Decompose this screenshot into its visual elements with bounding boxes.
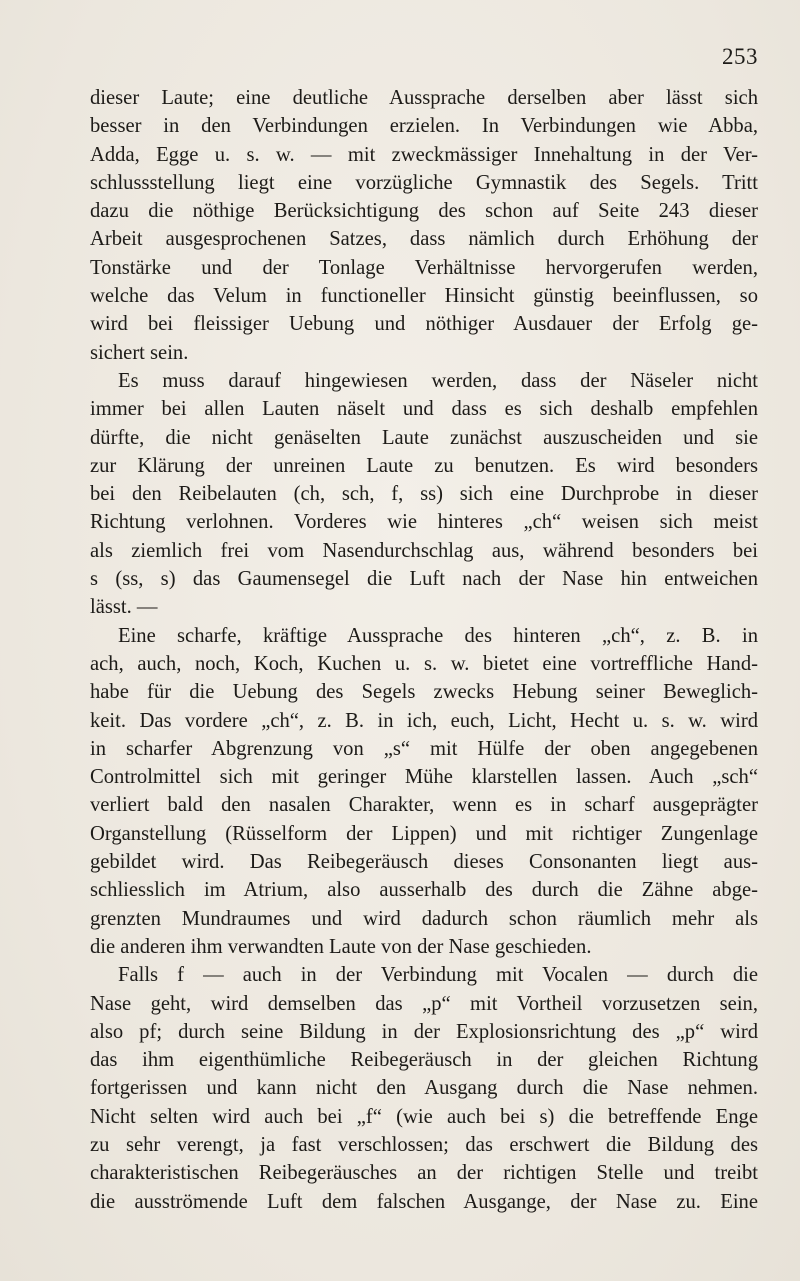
text-line: ach, auch, noch, Koch, Kuchen u. s. w. bietet eine vortreffliche Hand- (90, 652, 758, 675)
text-line: als ziemlich frei vom Nasendurchschlag aus, während besonders bei (90, 539, 758, 562)
text-line: bei den Reibelauten (ch, sch, f, ss) sich eine Durchprobe in dieser (90, 483, 758, 506)
text-line: Arbeit ausgesprochenen Satzes, dass nämlich durch Erhöhung der (90, 228, 758, 251)
text-line: Richtung verlohnen. Vorderes wie hinteres „ch“ weisen sich meist (90, 511, 758, 534)
text-line: die ausströmende Luft dem falschen Ausgange, der Nase zu. Eine (90, 1190, 758, 1213)
text-line: zur Klärung der unreinen Laute zu benutzen. Es wird besonders (90, 454, 758, 477)
text-line: fortgerissen und kann nicht den Ausgang durch die Nase nehmen. (90, 1077, 758, 1100)
text-line: dieser Laute; eine deutliche Aussprache derselben aber lässt sich (90, 87, 758, 109)
paragraph-2 (90, 367, 758, 622)
body-text (90, 84, 758, 1216)
text-line: dürfte, die nicht genäselten Laute zunächst auszuscheiden und sie (90, 426, 758, 449)
text-line: Es muss darauf hingewiesen werden, dass der Näseler nicht (118, 369, 758, 392)
text-line: charakteristischen Reibegeräusches an der richtigen Stelle und treibt (90, 1162, 758, 1185)
paragraph-1 (90, 84, 758, 367)
paragraph-3 (90, 622, 758, 962)
text-line: grenzten Mundraumes und wird dadurch schon räumlich mehr als (90, 907, 758, 930)
text-line: die anderen ihm verwandten Laute von der Nase geschieden. (90, 935, 592, 958)
text-line: schlussstellung liegt eine vorzügliche Gymnastik des Segels. Tritt (90, 171, 758, 194)
text-line: also pf; durch seine Bildung in der Explosionsrichtung des „p“ wird (90, 1020, 758, 1043)
text-line: besser in den Verbindungen erzielen. In Verbindungen wie Abba, (90, 115, 758, 138)
text-line: keit. Das vordere „ch“, z. B. in ich, euch, Licht, Hecht u. s. w. wird (90, 709, 758, 732)
text-line: Eine scharfe, kräftige Aussprache des hinteren „ch“, z. B. in (118, 624, 758, 647)
text-line: schliesslich im Atrium, also ausserhalb des durch die Zähne abge- (90, 879, 758, 902)
text-line: habe für die Uebung des Segels zwecks Hebung seiner Beweglich- (90, 681, 758, 704)
text-line: das ihm eigenthümliche Reibegeräusch in der gleichen Richtung (90, 1049, 758, 1072)
text-line: Controlmittel sich mit geringer Mühe klarstellen lassen. Auch „sch“ (90, 766, 758, 789)
text-line: sichert sein. (90, 341, 189, 364)
text-line: wird bei fleissiger Uebung und nöthiger Ausdauer der Erfolg ge- (90, 313, 758, 336)
text-line: in scharfer Abgrenzung von „s“ mit Hülfe der oben angegebenen (90, 737, 758, 760)
page-number: 253 (722, 44, 758, 69)
text-line: Falls f — auch in der Verbindung mit Vocalen — durch die (118, 964, 758, 987)
text-line: gebildet wird. Das Reibegeräusch dieses Consonanten liegt aus- (90, 851, 758, 874)
text-line: Nicht selten wird auch bei „f“ (wie auch bei s) die betreffende Enge (90, 1105, 758, 1128)
text-line: zu sehr verengt, ja fast verschlossen; das erschwert die Bildung des (90, 1133, 758, 1156)
text-line: s (ss, s) das Gaumensegel die Luft nach der Nase hin entweichen (90, 568, 758, 591)
text-line: lässt. — (90, 596, 158, 619)
text-line: Nase geht, wird demselben das „p“ mit Vortheil vorzusetzen sein, (90, 992, 758, 1015)
text-line: immer bei allen Lauten näselt und dass es sich deshalb empfehlen (90, 398, 758, 421)
text-line: welche das Velum in functioneller Hinsicht günstig beeinflussen, so (90, 285, 758, 308)
text-line: Tonstärke und der Tonlage Verhältnisse hervorgerufen werden, (90, 256, 758, 279)
text-line: verliert bald den nasalen Charakter, wenn es in scharf ausgeprägter (90, 794, 758, 817)
paragraph-4 (90, 961, 758, 1216)
text-line: dazu die nöthige Berücksichtigung des schon auf Seite 243 dieser (90, 200, 758, 223)
text-line: Adda, Egge u. s. w. — mit zweckmässiger Innehaltung in der Ver- (90, 143, 758, 166)
text-line: Organstellung (Rüsselform der Lippen) und mit richtiger Zungenlage (90, 822, 758, 845)
